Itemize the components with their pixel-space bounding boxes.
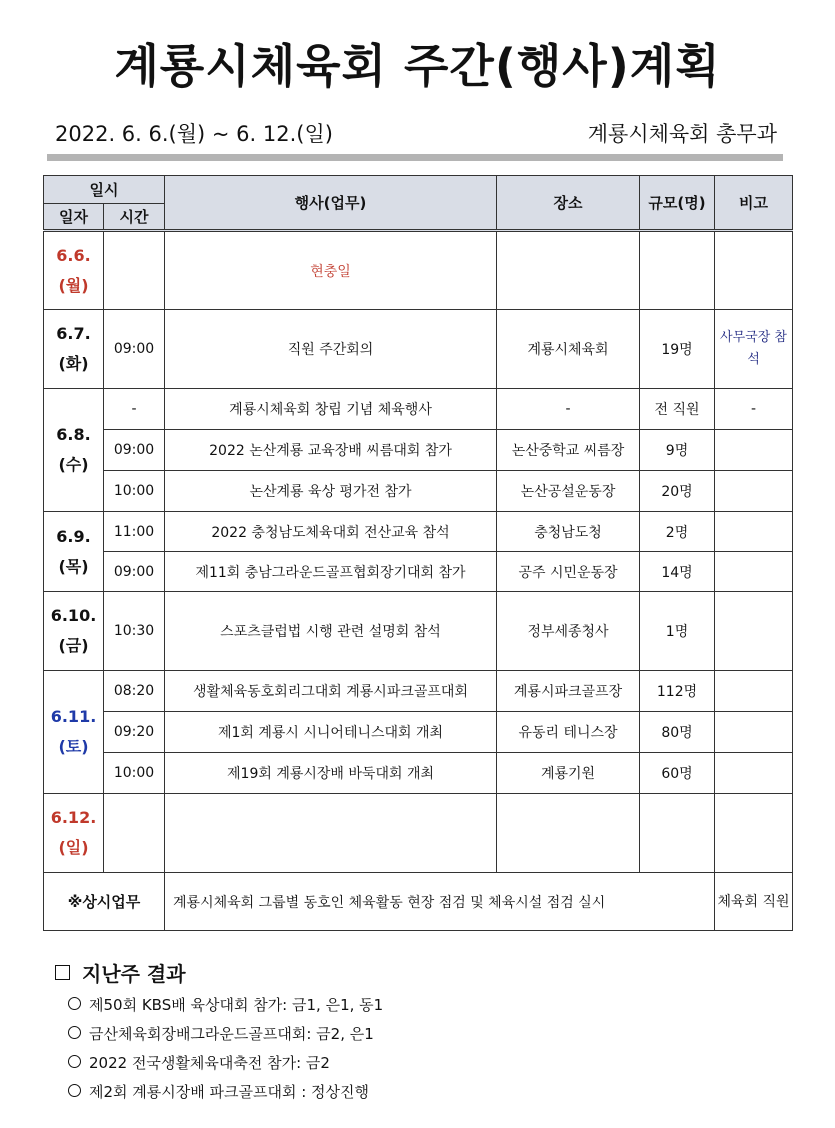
day-weekday: (수): [58, 455, 89, 474]
day-cell: [44, 231, 104, 310]
day-date: 6.9.: [56, 526, 91, 546]
time-cell: -: [104, 389, 165, 430]
table-row: [44, 231, 793, 310]
checkbox-square-icon: [55, 965, 70, 980]
header-event: 행사(업무): [165, 176, 497, 231]
day-cell: [44, 389, 104, 512]
table-row: [44, 430, 793, 471]
result-text: 제2회 계룡시장배 파크골프대회 : 정상진행: [89, 1083, 370, 1101]
table-row: [44, 671, 793, 712]
event-cell: 직원 주간회의: [165, 310, 497, 389]
place-cell: [497, 231, 640, 310]
day-weekday: (토): [58, 737, 89, 756]
event-cell: 2022 논산계룡 교육장배 씨름대회 참가: [165, 430, 497, 471]
event-cell: 생활체육동호회리그대회 계룡시파크골프대회: [165, 671, 497, 712]
header-divider: [47, 154, 783, 161]
place-cell: 충청남도청: [497, 512, 640, 552]
list-item: [68, 1052, 383, 1081]
circle-bullet-icon: [68, 1026, 81, 1039]
day-cell: [44, 592, 104, 671]
department: 계룡시체육회 총무과: [587, 122, 777, 146]
day-weekday: (월): [58, 275, 89, 295]
list-item: [68, 1023, 383, 1052]
scale-cell: 60명: [640, 753, 715, 794]
scale-cell: 9명: [640, 430, 715, 471]
routine-label: ※상시업무: [44, 873, 165, 931]
header-date: 일자: [44, 204, 104, 231]
day-date: 6.10.: [50, 606, 97, 625]
day-weekday: (금): [58, 636, 89, 655]
result-text: 금산체육회장배그라운드골프대회: 금2, 은1: [89, 1025, 374, 1043]
event-cell: [165, 794, 497, 873]
routine-note: 체육회 직원: [715, 873, 793, 931]
results-heading: [55, 958, 186, 987]
note-cell: [715, 671, 793, 712]
day-date: 6.6.: [56, 245, 91, 265]
time-cell: 10:30: [104, 592, 165, 671]
note-cell: [715, 592, 793, 671]
time-cell: 09:00: [104, 430, 165, 471]
header-time: 시간: [104, 204, 165, 231]
time-cell: 08:20: [104, 671, 165, 712]
scale-cell: [640, 794, 715, 873]
list-item: [68, 1081, 383, 1110]
event-cell: 제11회 충남그라운드골프협회장기대회 참가: [165, 552, 497, 592]
table-row: [44, 310, 793, 389]
time-cell: [104, 794, 165, 873]
day-weekday: (목): [58, 556, 89, 576]
day-date: 6.8.: [56, 425, 91, 444]
routine-row: [44, 873, 793, 931]
event-cell: 논산계룡 육상 평가전 참가: [165, 471, 497, 512]
note-cell: [715, 471, 793, 512]
place-cell: 계룡기원: [497, 753, 640, 794]
time-cell: 09:00: [104, 310, 165, 389]
day-date: 6.7.: [56, 324, 91, 343]
routine-text: 계룡시체육회 그룹별 동호인 체육활동 현장 점검 및 체육시설 점검 실시: [165, 873, 715, 931]
place-cell: 정부세종청사: [497, 592, 640, 671]
header-scale: 규모(명): [640, 176, 715, 231]
circle-bullet-icon: [68, 1055, 81, 1068]
note-cell: 사무국장 참석: [715, 310, 793, 389]
table-row: [44, 552, 793, 592]
table-row: [44, 389, 793, 430]
day-weekday: (화): [58, 354, 89, 373]
day-cell: [44, 310, 104, 389]
event-cell: 현충일: [165, 231, 497, 310]
place-cell: 계룡시체육회: [497, 310, 640, 389]
date-range: 2022. 6. 6.(월) ~ 6. 12.(일): [55, 122, 333, 146]
schedule-table: [43, 175, 793, 931]
time-cell: 09:20: [104, 712, 165, 753]
scale-cell: 112명: [640, 671, 715, 712]
scale-cell: 전 직원: [640, 389, 715, 430]
result-text: 제50회 KBS배 육상대회 참가: 금1, 은1, 동1: [89, 996, 384, 1014]
circle-bullet-icon: [68, 997, 81, 1010]
time-cell: [104, 231, 165, 310]
note-cell: -: [715, 389, 793, 430]
table-row: [44, 712, 793, 753]
place-cell: 논산공설운동장: [497, 471, 640, 512]
circle-bullet-icon: [68, 1084, 81, 1097]
note-cell: [715, 552, 793, 592]
list-item: [68, 994, 383, 1023]
place-cell: 공주 시민운동장: [497, 552, 640, 592]
day-cell: [44, 512, 104, 592]
day-weekday: (일): [58, 838, 89, 857]
place-cell: [497, 794, 640, 873]
time-cell: 10:00: [104, 471, 165, 512]
page-title: 계룡시체육회 주간(행사)계획: [114, 39, 721, 93]
scale-cell: 19명: [640, 310, 715, 389]
scale-cell: [640, 231, 715, 310]
event-cell: 계룡시체육회 창립 기념 체육행사: [165, 389, 497, 430]
day-cell: [44, 794, 104, 873]
scale-cell: 20명: [640, 471, 715, 512]
note-cell: [715, 430, 793, 471]
day-date: 6.12.: [50, 808, 97, 827]
scale-cell: 1명: [640, 592, 715, 671]
table-row: [44, 753, 793, 794]
scale-cell: 14명: [640, 552, 715, 592]
scale-cell: 2명: [640, 512, 715, 552]
table-row: [44, 794, 793, 873]
day-date: 6.11.: [50, 707, 97, 726]
place-cell: 계룡시파크골프장: [497, 671, 640, 712]
time-cell: 10:00: [104, 753, 165, 794]
header-note: 비고: [715, 176, 793, 231]
day-cell: [44, 671, 104, 794]
event-cell: 스포츠클럽법 시행 관련 설명회 참석: [165, 592, 497, 671]
table-row: [44, 512, 793, 552]
event-cell: 제1회 계룡시 시니어테니스대회 개최: [165, 712, 497, 753]
table-row: [44, 592, 793, 671]
place-cell: 유동리 테니스장: [497, 712, 640, 753]
note-cell: [715, 794, 793, 873]
time-cell: 09:00: [104, 552, 165, 592]
result-text: 2022 전국생활체육대축전 참가: 금2: [89, 1054, 330, 1072]
note-cell: [715, 231, 793, 310]
note-cell: [715, 512, 793, 552]
table-row: [44, 471, 793, 512]
results-list: [68, 994, 383, 1110]
place-cell: 논산중학교 씨름장: [497, 430, 640, 471]
note-cell: [715, 712, 793, 753]
scale-cell: 80명: [640, 712, 715, 753]
event-cell: 2022 충청남도체육대회 전산교육 참석: [165, 512, 497, 552]
header-datetime: 일시: [44, 176, 165, 204]
results-title: 지난주 결과: [82, 962, 186, 986]
time-cell: 11:00: [104, 512, 165, 552]
header-place: 장소: [497, 176, 640, 231]
place-cell: -: [497, 389, 640, 430]
event-cell: 제19회 계룡시장배 바둑대회 개최: [165, 753, 497, 794]
note-cell: [715, 753, 793, 794]
